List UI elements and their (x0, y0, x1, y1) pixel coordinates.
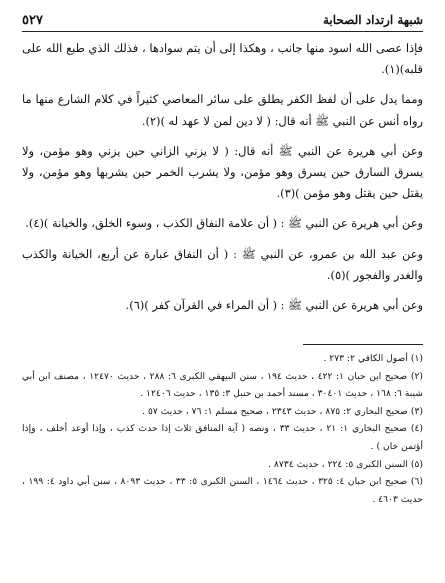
footnote: (١) أصول الكافي ٢: ٢٧٣ . (323, 353, 423, 364)
paragraph: وعن أبي هريرة عن النبي ﷺ : ( أن المراء في القرآن كفر )(٦). (125, 298, 423, 313)
paragraph: وعن عبد الله بن عمرو، عن النبي ﷺ : ( أن النفاق عبارة عن أربع، الخيانة والكذب والغدر والفجور )(٥). (22, 246, 423, 282)
paragraph: وعن أبي هريرة عن النبي ﷺ أنه قال: ( لا يزني الزاني حين يزني وهو مؤمن، ولا يسرق السارق حين يسرق وهو مؤمن، ولا يشرب الخمر حين يشربها وهو مؤمن، ولا يقتل حين يقتل وهو مؤمن )(٣). (22, 143, 423, 201)
footnote: (٦) صحيح ابن حبان ٤: ٣٢٥ ، حديث ١٤٦٤ ، السنن الكبرى ٥: ٣٣ ، حديث ٨٠٩٣ ، سنن أبي داود ٤: ١٩٩ ، حديث ٤٦٠٣ . (22, 476, 423, 505)
paragraph: وعن أبي هريرة عن النبي ﷺ : ( أن علامة النفاق الكذب ، وسوء الخلق، والخيانة )(٤). (25, 216, 423, 231)
page-number: ٥٢٧ (22, 12, 43, 28)
paragraph: فإذا عصى الله اسود منها جانب ، وهكذا إلى أن يتم سوادها ، فذلك الذي طبع الله على قلبه)(١). (22, 41, 423, 77)
body-text (22, 38, 423, 325)
paragraph: ومما يدل على أن لفظ الكفر يطلق على سائر المعاصي كثيراً في كلام الشارع منها ما رواه أنس عن النبي ﷺ أنه قال: ( لا دين لمن لا عهد له )(٢). (22, 92, 423, 128)
header-rule (22, 31, 423, 32)
footnote: (٣) صحيح البخاري ٢: ٨٧٥ ، حديث ٢٣٤٣ ، صحيح مسلم ١: ٧٦ ، حديث ٥٧ . (142, 405, 423, 417)
footnote: (٤) صحيح البخاري ١: ٢١ ، حديث ٣٣ ، ونصه ( آية المنافق ثلاث إذا حدث كذب ، وإذا أوعد أخلف ، وإذا أؤتمن خان ) . (22, 423, 423, 452)
footnote-rule (303, 344, 423, 345)
page-header (22, 12, 423, 28)
footnote: (٢) صحيح ابن حبان ١: ٤٢٢ ، حديث ١٩٤ ، سنن البيهقي الكبرى ٦: ٢٨٨ ، حديث ١٢٤٧٠ ، مصنف ابن أبي شيبة ٦: ١٦٨ ، حديث ٣٠٤٠١ ، مسند أحمد بن حنبل ٣: ١٣٥ ، حديث ١٢٤٠٦ . (22, 370, 423, 400)
footnote: (٥) السنن الكبرى ٥: ٢٢٤ ، حديث ٨٧٣٤ . (268, 458, 423, 470)
footnotes (22, 350, 423, 508)
running-title: شبهة ارتداد الصحابة (322, 13, 423, 27)
